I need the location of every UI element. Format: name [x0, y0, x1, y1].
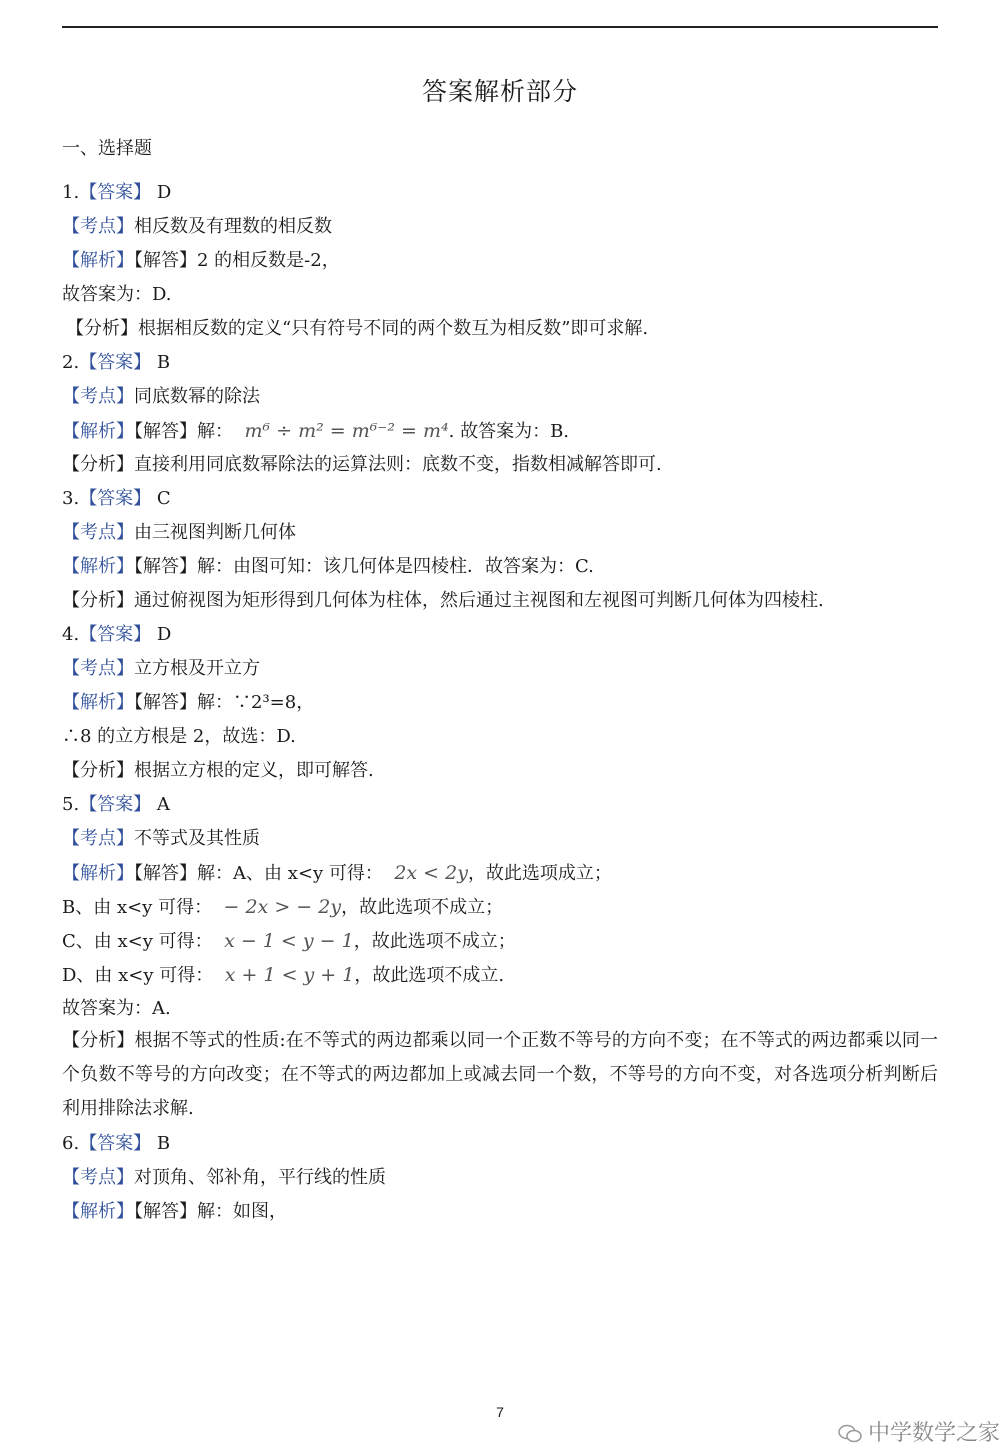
q1-jiexi-line — [62, 248, 340, 274]
jiexi-text: 解：∵2³=8， — [197, 692, 315, 713]
jiexi-tag: 【解析】 — [62, 863, 134, 884]
answer-tag: 【答案】 — [79, 624, 152, 645]
top-rule — [62, 26, 938, 28]
jieda-tag: 【解答】 — [134, 421, 197, 442]
q5-option-d-line — [62, 962, 504, 989]
q6-answer-line — [62, 1131, 170, 1157]
q1-kaodian-line — [62, 214, 332, 240]
kaodian-text: 不等式及其性质 — [134, 828, 260, 849]
q1-fenxi-line — [66, 316, 648, 342]
jiexi-tag: 【解析】 — [62, 692, 134, 713]
option-text: C、由 x<y 可得： — [62, 931, 213, 952]
math-expression: 2x < 2y — [394, 862, 468, 884]
answer-tag: 【答案】 — [79, 182, 152, 203]
question-number: 4. — [62, 624, 80, 645]
kaodian-tag: 【考点】 — [62, 386, 134, 407]
page-title: 答案解析部分 — [421, 77, 578, 106]
answer-value: B — [151, 1133, 171, 1154]
answer-value: B — [151, 352, 171, 373]
option-result: ，故此选项不成立； — [341, 897, 504, 918]
q3-jiexi-line — [62, 554, 594, 580]
section-heading: 一、选择题 — [62, 138, 152, 159]
answer-value: D — [151, 182, 172, 203]
answer-tag: 【答案】 — [79, 488, 152, 509]
fenxi-text: 根据不等式的性质:在不等式的两边都乘以同一个正数不等号的方向不变；在不等式的两边都乘以同一个负数不等号的方向改变；在不等式的两边都加上或减去同一个数，不等号的方向不变，对各选项分析判断后利用排除法求解. — [62, 1030, 939, 1119]
question-number: 6. — [62, 1133, 80, 1154]
jiexi-text: . 故答案为：B. — [448, 421, 570, 442]
kaodian-text: 对顶角、邻补角，平行线的性质 — [134, 1167, 386, 1188]
jiexi-tag: 【解析】 — [62, 556, 134, 577]
jiexi-text: 解：由图可知：该几何体是四棱柱．故答案为：C. — [197, 556, 594, 577]
fenxi-text: 根据相反数的定义“只有符号不同的两个数互为相反数”即可求解. — [138, 318, 649, 339]
kaodian-tag: 【考点】 — [62, 1167, 134, 1188]
jiexi-text: 解： — [197, 421, 233, 442]
math-expression: x + 1 < y + 1 — [224, 964, 355, 986]
math-expression: x − 1 < y − 1 — [224, 930, 354, 952]
answer-tag: 【答案】 — [79, 794, 152, 815]
jiexi-text: 2 的相反数是-2， — [197, 250, 340, 271]
kaodian-text: 由三视图判断几何体 — [134, 522, 296, 543]
fenxi-tag: 【分析】 — [62, 1030, 135, 1051]
fenxi-text: 直接利用同底数幂除法的运算法则：底数不变，指数相减解答即可. — [134, 454, 662, 475]
q2-answer-line — [62, 350, 170, 376]
watermark-text: 中学数学之家 — [867, 1421, 1000, 1446]
fenxi-tag: 【分析】 — [62, 760, 134, 781]
q5-option-c-line — [62, 928, 516, 955]
question-number: 5. — [62, 794, 80, 815]
fenxi-text: 通过俯视图为矩形得到几何体为柱体，然后通过主视图和左视图可判断几何体为四棱柱. — [134, 590, 824, 611]
jiexi-tag: 【解析】 — [62, 1201, 134, 1222]
q3-fenxi-line — [62, 588, 824, 614]
kaodian-text: 相反数及有理数的相反数 — [134, 216, 332, 237]
jiexi-tag: 【解析】 — [62, 421, 134, 442]
jieda-tag: 【解答】 — [134, 556, 197, 577]
q5-conclusion: 故答案为：A. — [62, 998, 171, 1019]
q1-answer-line — [62, 180, 171, 206]
math-expression: m⁶ ÷ m² = m⁶⁻² = m⁴ — [244, 420, 449, 442]
answer-value: A — [151, 794, 170, 815]
q4-jiexi-line — [62, 690, 314, 716]
watermark — [838, 1416, 1000, 1447]
kaodian-tag: 【考点】 — [62, 828, 134, 849]
kaodian-text: 立方根及开立方 — [134, 658, 260, 679]
question-number: 2. — [62, 352, 80, 373]
q4-answer-line — [62, 622, 171, 648]
wechat-icon — [838, 1424, 862, 1444]
answer-value: D — [151, 624, 172, 645]
kaodian-tag: 【考点】 — [62, 522, 134, 543]
q6-jiexi-line — [62, 1199, 287, 1225]
answer-value: C — [151, 488, 171, 509]
q2-fenxi-line — [62, 452, 662, 478]
q4-conclusion: ∴8 的立方根是 2，故选：D. — [62, 726, 296, 747]
q3-kaodian-line — [62, 520, 296, 546]
math-expression: − 2x > − 2y — [223, 896, 342, 918]
q4-fenxi-line — [62, 758, 374, 784]
kaodian-tag: 【考点】 — [62, 216, 134, 237]
jieda-tag: 【解答】 — [134, 1201, 197, 1222]
q5-option-b-line — [62, 894, 503, 921]
jiexi-text: 解：如图， — [197, 1201, 287, 1222]
question-number: 1. — [62, 182, 80, 203]
answer-tag: 【答案】 — [79, 1133, 152, 1154]
fenxi-text: 根据立方根的定义，即可解答. — [134, 760, 374, 781]
q5-option-a-line — [62, 860, 612, 887]
kaodian-tag: 【考点】 — [62, 658, 134, 679]
q4-kaodian-line — [62, 656, 260, 682]
jieda-tag: 【解答】 — [134, 692, 197, 713]
option-text: D、由 x<y 可得： — [62, 965, 214, 986]
answer-tag: 【答案】 — [79, 352, 152, 373]
fenxi-tag: 【分析】 — [66, 318, 138, 339]
q1-conclusion: 故答案为：D. — [62, 284, 172, 305]
q3-answer-line — [62, 486, 171, 512]
jieda-tag: 【解答】 — [134, 250, 197, 271]
fenxi-tag: 【分析】 — [62, 454, 134, 475]
option-result: ，故此选项不成立. — [354, 965, 505, 986]
jieda-tag: 【解答】 — [134, 863, 197, 884]
q5-fenxi-paragraph — [62, 1024, 938, 1126]
option-result: ，故此选项不成立； — [353, 931, 516, 952]
question-number: 3. — [62, 488, 80, 509]
q2-jiexi-line — [62, 418, 569, 445]
q2-kaodian-line — [62, 384, 260, 410]
q5-answer-line — [62, 792, 170, 818]
option-text: 解：A、由 x<y 可得： — [197, 863, 383, 884]
kaodian-text: 同底数幂的除法 — [134, 386, 260, 407]
q6-kaodian-line — [62, 1165, 386, 1191]
q5-kaodian-line — [62, 826, 260, 852]
fenxi-tag: 【分析】 — [62, 590, 134, 611]
jiexi-tag: 【解析】 — [62, 250, 134, 271]
page-number: 7 — [496, 1404, 504, 1420]
option-result: ，故此选项成立； — [467, 863, 612, 884]
option-text: B、由 x<y 可得： — [62, 897, 213, 918]
